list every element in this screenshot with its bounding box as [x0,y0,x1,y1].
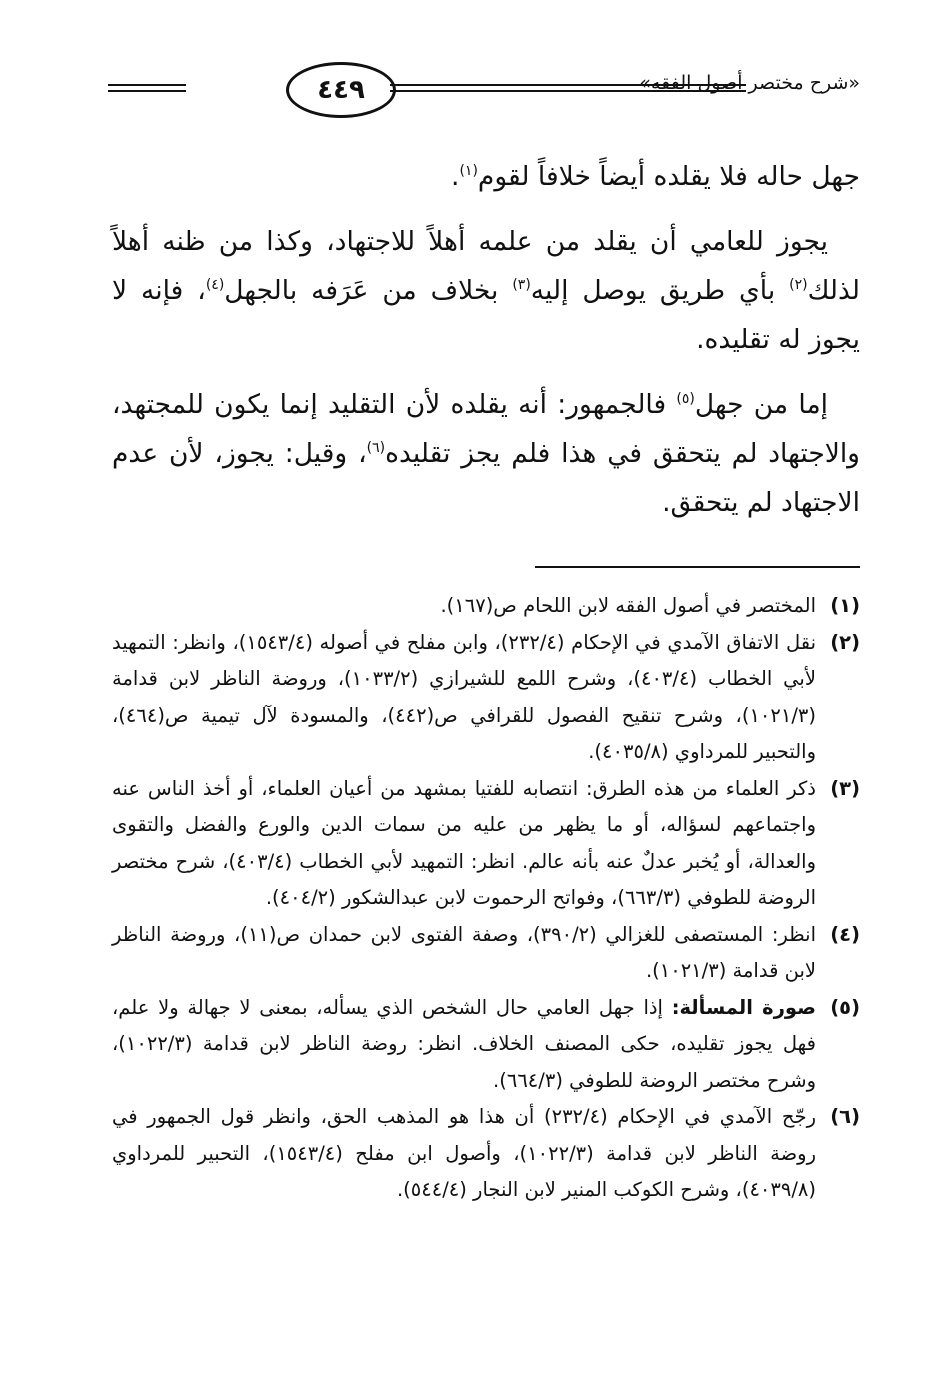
footnote-number: (٥) [830,995,860,1019]
footnote-text: رجّح الآمدي في الإحكام (٢٣٢/٤) أن هذا هو المذهب الحق، وانظر قول الجمهور في روضة الناظر لابن قدامة (١٠٢٢/٣)، وأصول ابن مفلح (١٥٤٣/٤)، التحبير للمرداوي (٤٠٣٩/٨)، وشرح الكوكب المنير لابن النجار (٥٤٤/٤). [112,1105,817,1201]
footnote-ref: (٤) [205,277,225,294]
footnote-text: ذكر العلماء من هذه الطرق: انتصابه للفتيا بمشهد من أعيان العلماء، أو أخذ الناس عنه واجتماعهم لسؤاله، أو ما يظهر من عليه من سمات الدين والورع والفضل والتقوى والعدالة، أو يُخبر عدلٌ عنه بأنه عالم. انظر: التمهيد لأبي الخطاب (٤٠٣/٤)، شرح مختصر الروضة للطوفي (٦٦٣/٣)، وفواتح الرحموت لابن عبدالشكور (٤٠٤/٢). [112,776,816,909]
paragraph-text: ، وقيل: يجوز، لأن عدم الاجتهاد لم يتحقق. [112,438,860,518]
footnote-text: انظر: المستصفى للغزالي (٣٩٠/٢)، وصفة الفتوى لابن حمدان ص(١١)، وروضة الناظر لابن قدامة (١٠٢١/٣). [112,922,816,982]
paragraph-text: جهل حاله فلا يقلده أيضاً خلافاً لقوم [477,161,860,192]
footnote-text: نقل الاتفاق الآمدي في الإحكام (٢٣٢/٤)، وابن مفلح في أصوله (١٥٤٣/٤)، وانظر: التمهيد لأبي الخطاب (٤٠٣/٤)، وشرح اللمع للشيرازي (١٠٣٣/٢)، وروضة الناظر لابن قدامة (١٠٢١/٣)، وشرح تنقيح الفصول للقرافي ص(٤٤٢)، والمسودة لآل تيمية ص(٤٦٤)، والتحبير للمرداوي (٤٠٣٥/٨). [112,630,817,763]
footnote-lead: صورة المسألة: [671,995,816,1019]
header-rule-left [108,84,186,86]
footnote-ref: (١) [459,163,478,180]
footnotes [112,588,860,1209]
page-number: ٤٤٩ [286,62,396,118]
footnote-1 [112,588,860,625]
footnote-text [112,990,816,1100]
footnote-number: (١) [830,594,860,617]
paragraph-text: بأي طريق يوصل إليه [530,275,790,306]
footnote-5 [112,990,860,1100]
paragraph-text: فالجمهور: أنه يقلده لأن التقليد إنما يكون للمجتهد، والاجتهاد لم يتحقق في هذا فلم يجز تقليده [112,389,860,469]
footnote-4 [112,917,860,990]
footnote-number: (٤) [830,922,860,946]
paragraph-text: . [451,161,460,192]
paragraph-text: يجوز للعامي أن يقلد من علمه أهلاً للاجتهاد، وكذا من ظنه أهلاً لذلك [112,226,860,306]
page-header [108,58,860,118]
paragraph-2 [112,217,860,364]
paragraph-text: إما من جهل [694,389,828,420]
paragraph-1 [112,152,860,201]
footnote-6 [112,1099,860,1209]
paragraph-text: بخلاف من عَرَفه بالجهل [224,275,513,306]
running-title: «شرح مختصر أصول الفقه» [639,72,860,94]
main-text [112,152,860,543]
footnote-text: المختصر في أصول الفقه لابن اللحام ص(١٦٧). [440,594,816,617]
footnote-3 [112,771,860,917]
paragraph-text: ، فإنه لا يجوز له تقليده. [112,275,860,355]
footnote-2 [112,625,860,771]
footnote-ref: (٥) [676,391,695,408]
footnote-number: (٣) [830,776,860,800]
footnote-body: إذا جهل العامي حال الشخص الذي يسأله، بمعنى لا جهالة ولا علم، فهل يجوز تقليده، حكى المصنف الخلاف. انظر: روضة الناظر لابن قدامة (١٠٢٢/٣)، وشرح مختصر الروضة للطوفي (٦٦٤/٣). [112,995,816,1092]
footnote-ref: (٣) [512,277,531,294]
footnote-number: (٢) [830,630,860,654]
footnote-separator [535,566,860,568]
footnote-ref: (٦) [366,440,386,457]
footnote-ref: (٢) [789,277,808,294]
footnote-number: (٦) [830,1105,860,1128]
paragraph-3 [112,380,860,527]
